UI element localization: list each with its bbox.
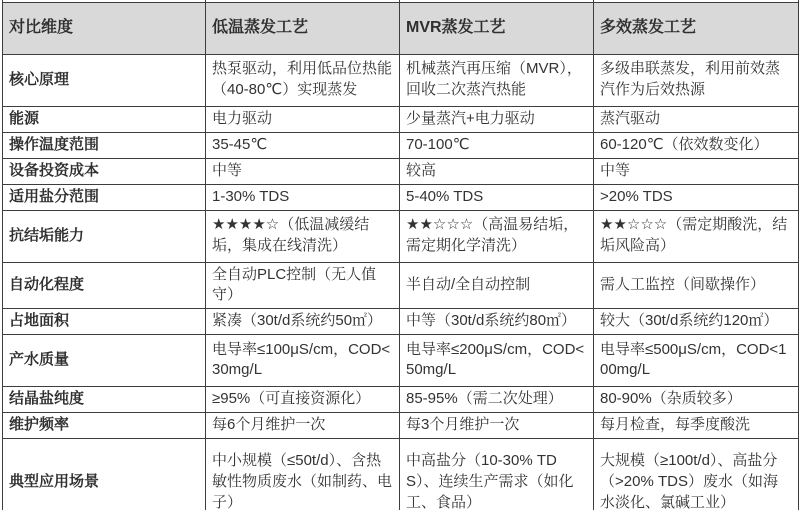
row-label: 适用盐分范围 xyxy=(3,184,206,210)
table-row-automation xyxy=(3,262,799,308)
row-label: 结晶盐纯度 xyxy=(3,386,206,412)
data-cell: 1-30% TDS xyxy=(206,184,400,210)
table-row-salt-purity xyxy=(3,386,799,412)
header-cell-mvr: MVR蒸发工艺 xyxy=(400,2,594,54)
process-comparison-table xyxy=(2,0,799,510)
data-cell: 半自动/全自动控制 xyxy=(400,262,594,308)
header-cell-low-temp: 低温蒸发工艺 xyxy=(206,2,400,54)
row-label: 能源 xyxy=(3,106,206,132)
data-cell: 电力驱动 xyxy=(206,106,400,132)
data-cell: 大规模（≥100t/d）、高盐分（>20% TDS）废水（如海水淡化、氯碱工业） xyxy=(594,438,799,510)
data-cell: 中等（30t/d系统约80㎡） xyxy=(400,308,594,334)
row-label: 维护频率 xyxy=(3,412,206,438)
data-cell: 全自动PLC控制（无人值守） xyxy=(206,262,400,308)
table-row-water-quality xyxy=(3,334,799,386)
data-cell: 电导率≤500μS/cm，COD<100mg/L xyxy=(594,334,799,386)
data-cell: 紧凑（30t/d系统约50㎡） xyxy=(206,308,400,334)
data-cell: 80-90%（杂质较多） xyxy=(594,386,799,412)
data-cell: 多级串联蒸发，利用前效蒸汽作为后效热源 xyxy=(594,54,799,106)
header-cell-multi-effect: 多效蒸发工艺 xyxy=(594,2,799,54)
data-cell: 较大（30t/d系统约120㎡） xyxy=(594,308,799,334)
data-cell: 每6个月维护一次 xyxy=(206,412,400,438)
table-header-row xyxy=(3,2,799,54)
table-row-antiscaling xyxy=(3,210,799,262)
row-label: 核心原理 xyxy=(3,54,206,106)
row-label: 自动化程度 xyxy=(3,262,206,308)
data-cell: 需人工监控（间歇操作） xyxy=(594,262,799,308)
table-row-maintenance xyxy=(3,412,799,438)
data-cell: 中小规模（≤50t/d）、含热敏性物质废水（如制药、电子） xyxy=(206,438,400,510)
data-cell: 中等 xyxy=(206,158,400,184)
data-cell: ★★★★☆（低温减缓结垢，集成在线清洗） xyxy=(206,210,400,262)
table-row-energy xyxy=(3,106,799,132)
data-cell: 85-95%（需二次处理） xyxy=(400,386,594,412)
data-cell: ≥95%（可直接资源化） xyxy=(206,386,400,412)
header-cell-dimension: 对比维度 xyxy=(3,2,206,54)
data-cell: ★★☆☆☆（高温易结垢，需定期化学清洗） xyxy=(400,210,594,262)
data-cell: 中高盐分（10-30% TDS）、连续生产需求（如化工、食品） xyxy=(400,438,594,510)
table-row-equipment-cost xyxy=(3,158,799,184)
data-cell: 少量蒸汽+电力驱动 xyxy=(400,106,594,132)
data-cell: 每3个月维护一次 xyxy=(400,412,594,438)
table-row-typical-applications xyxy=(3,438,799,510)
table-row-operating-temperature xyxy=(3,132,799,158)
data-cell: 5-40% TDS xyxy=(400,184,594,210)
row-label: 典型应用场景 xyxy=(3,438,206,510)
data-cell: 电导率≤100μS/cm，COD<30mg/L xyxy=(206,334,400,386)
data-cell: 每月检查，每季度酸洗 xyxy=(594,412,799,438)
data-cell: 蒸汽驱动 xyxy=(594,106,799,132)
row-label: 设备投资成本 xyxy=(3,158,206,184)
data-cell: 35-45℃ xyxy=(206,132,400,158)
data-cell: 较高 xyxy=(400,158,594,184)
table-row-salinity-range xyxy=(3,184,799,210)
row-label: 产水质量 xyxy=(3,334,206,386)
table-row-core-principle xyxy=(3,54,799,106)
data-cell: 热泵驱动，利用低品位热能（40-80℃）实现蒸发 xyxy=(206,54,400,106)
table-row-footprint xyxy=(3,308,799,334)
data-cell: 70-100℃ xyxy=(400,132,594,158)
data-cell: 中等 xyxy=(594,158,799,184)
data-cell: 60-120℃（依效数变化） xyxy=(594,132,799,158)
data-cell: 电导率≤200μS/cm，COD<50mg/L xyxy=(400,334,594,386)
data-cell: >20% TDS xyxy=(594,184,799,210)
data-cell: ★★☆☆☆（需定期酸洗，结垢风险高） xyxy=(594,210,799,262)
row-label: 操作温度范围 xyxy=(3,132,206,158)
data-cell: 机械蒸汽再压缩（MVR），回收二次蒸汽热能 xyxy=(400,54,594,106)
row-label: 抗结垢能力 xyxy=(3,210,206,262)
row-label: 占地面积 xyxy=(3,308,206,334)
